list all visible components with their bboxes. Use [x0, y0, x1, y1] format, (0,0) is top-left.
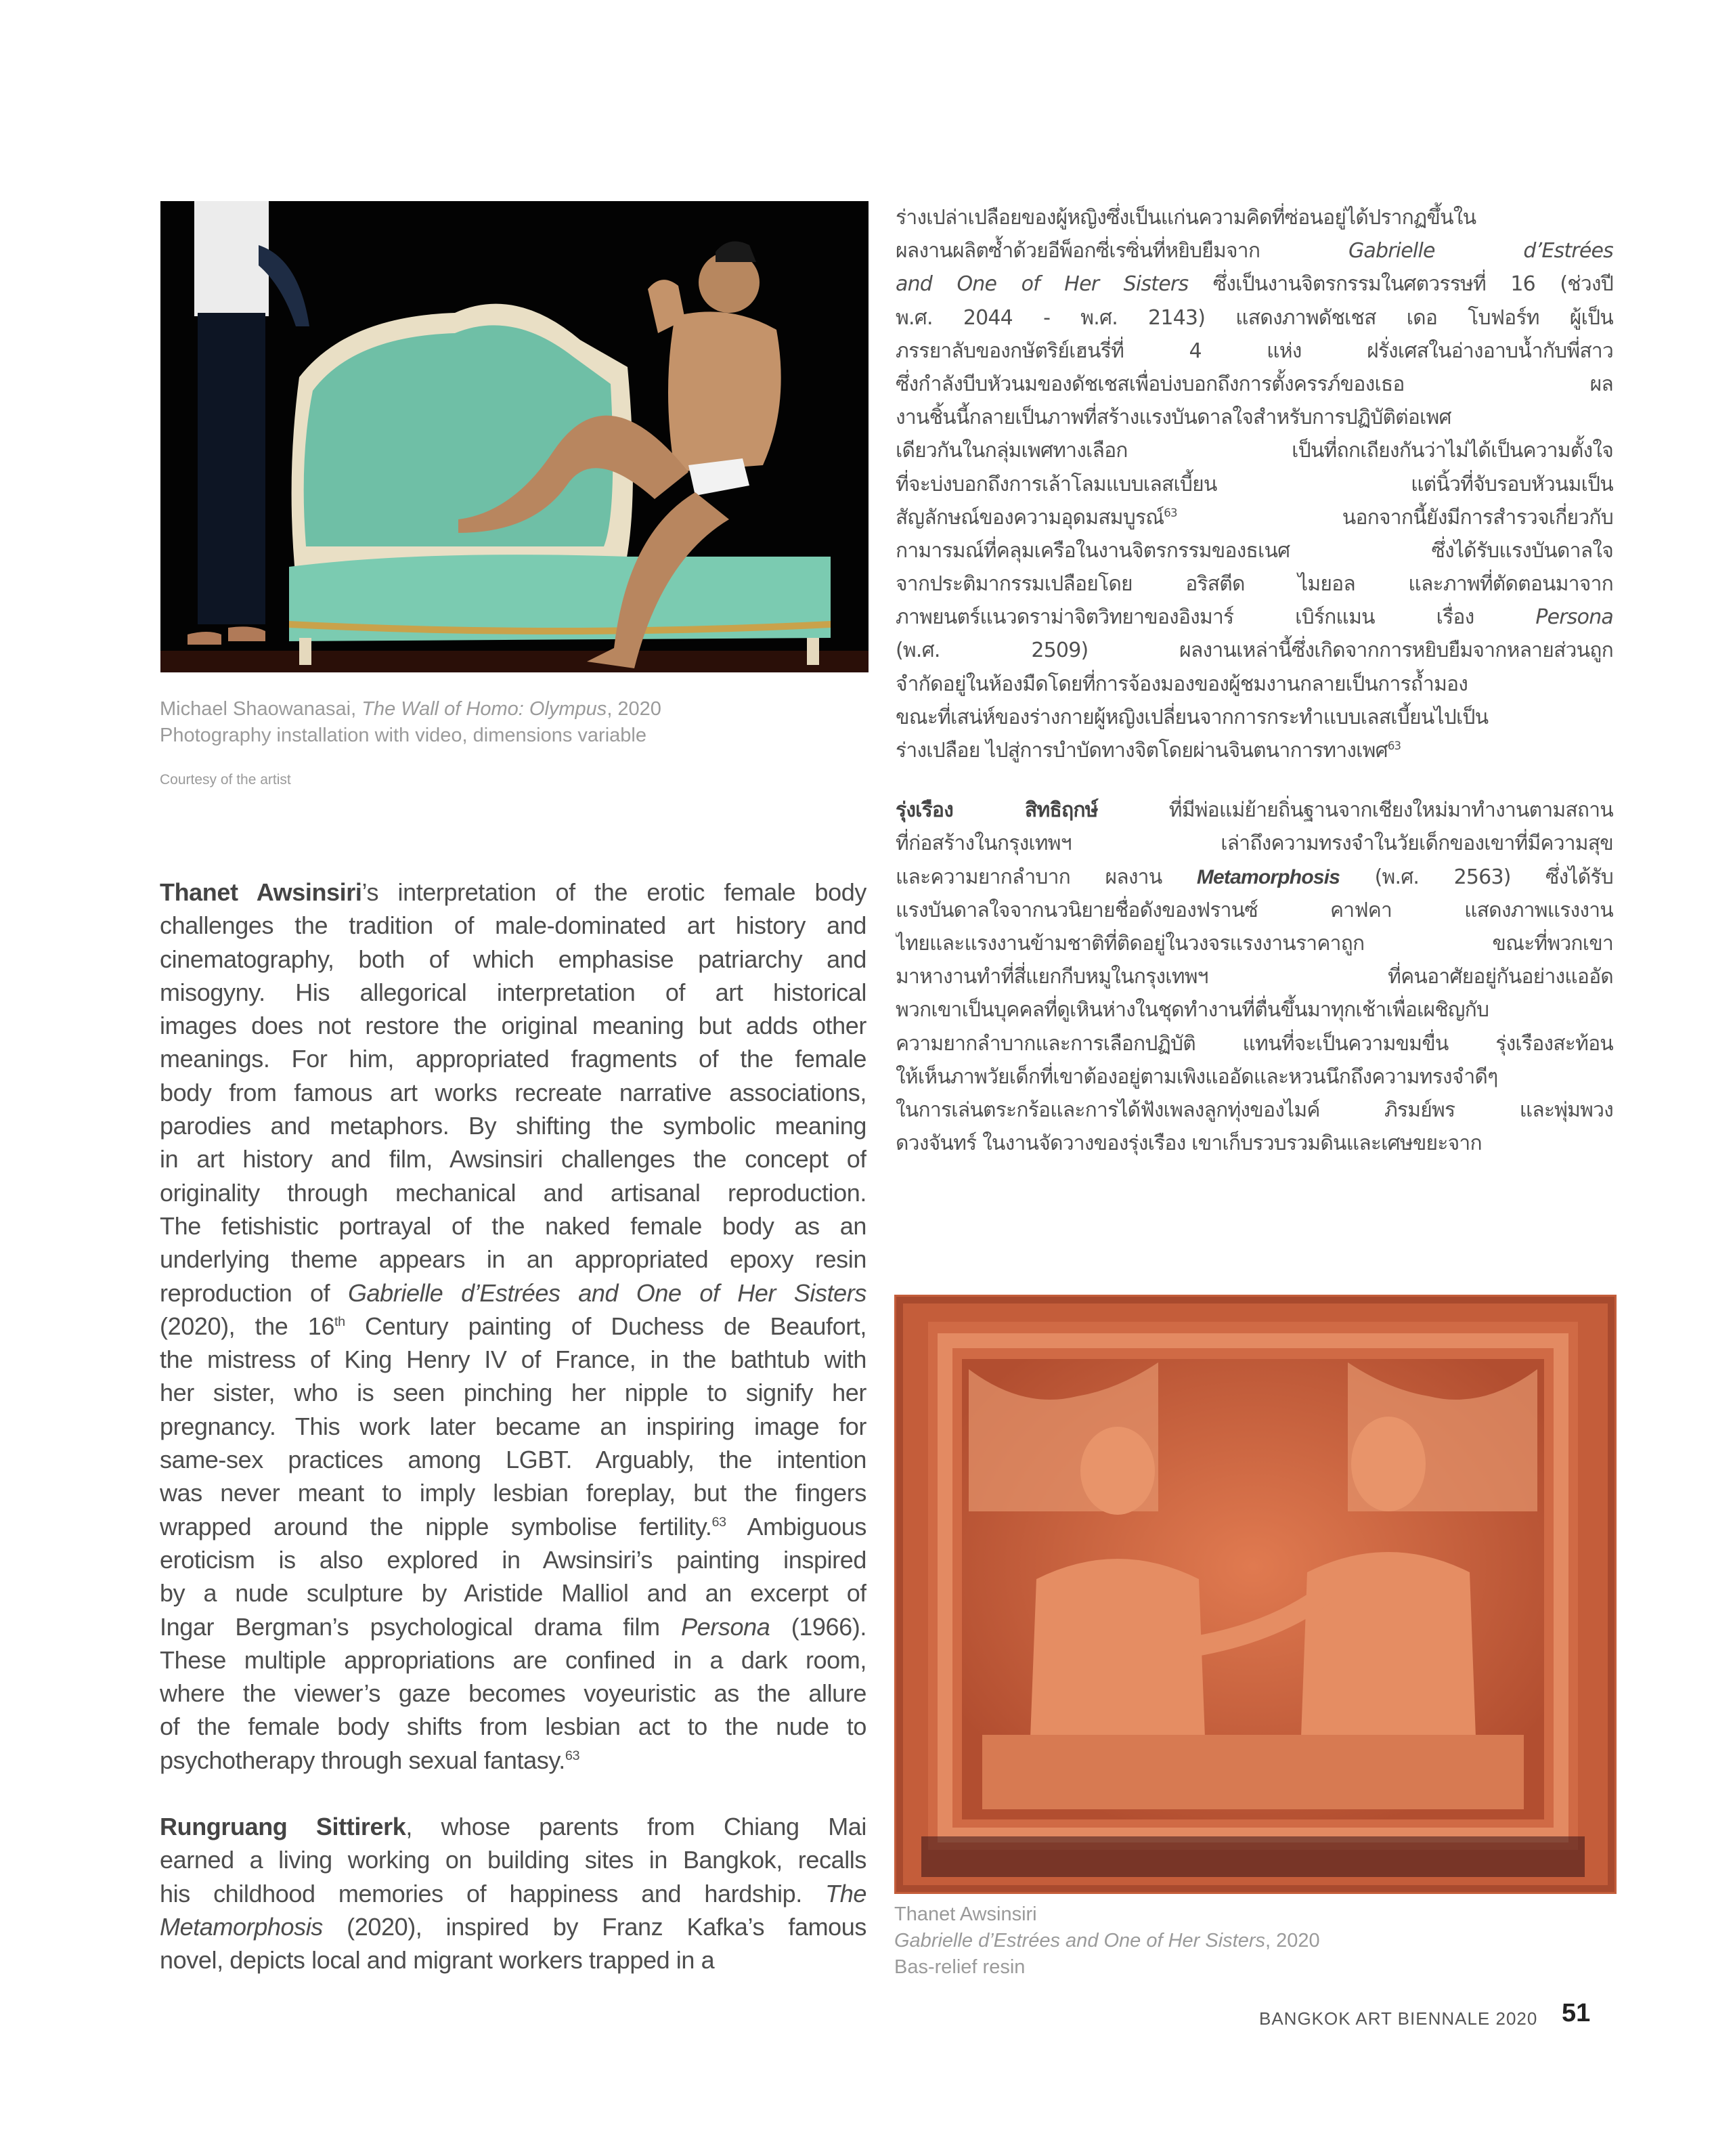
figure-caption-left	[160, 696, 661, 749]
english-paragraph-thanet	[160, 876, 866, 1777]
text-run: จำกัดอยู่ในห้องมืดโดยที่การจ้องมองของผู้ชมงานกลายเป็นการถ้ำมอง	[896, 672, 1468, 696]
text-line	[896, 267, 1613, 301]
text-run: was never meant to imply lesbian foreplay, but the fingers	[160, 1479, 866, 1507]
text-run: กามารมณ์ที่คลุมเครือในงานจิตรกรรมของธเนศ ซึ่งได้รับแรงบันดาลใจ	[896, 538, 1613, 563]
work-title: Metamorphosis	[160, 1912, 323, 1941]
work-title: The	[825, 1879, 866, 1907]
work-title: and One of Her Sisters	[896, 272, 1189, 297]
text-run: ’s interpretation of the erotic female body	[361, 878, 866, 906]
text-line	[160, 909, 866, 942]
text-line	[160, 1310, 866, 1343]
text-line	[896, 668, 1613, 701]
text-run: These multiple appropriations are confined in a dark room,	[160, 1645, 866, 1674]
footnote-ref: 63	[1164, 506, 1177, 519]
text-run: ให้เห็นภาพวัยเด็กที่เขาต้องอยู่ตามเพิงแออัดและหวนนึกถึงความทรงจำดีๆ	[896, 1064, 1498, 1089]
text-run: ที่ก่อสร้างในกรุงเทพฯ เล่าถึงความทรงจำในวัยเด็กของเขาที่มีความสุข	[896, 832, 1613, 856]
text-line	[160, 1042, 866, 1075]
text-run: eroticism is also explored in Awsinsiri’s painting inspired	[160, 1545, 866, 1574]
text-run: body from famous art works recreate narrative associations,	[160, 1078, 866, 1106]
text-run: งานชิ้นนี้กลายเป็นภาพที่สร้างแรงบันดาลใจสำหรับการปฏิบัติต่อเพศ	[896, 406, 1451, 430]
text-line	[896, 634, 1613, 667]
text-run: และความยากลำบาก ผลงาน	[896, 865, 1197, 889]
caption-line-2: Gabrielle d’Estrées and One of Her Sisters, 2020	[894, 1930, 1320, 1952]
text-run: wrapped around the nipple symbolise fertility.	[160, 1512, 712, 1540]
text-line	[160, 1543, 866, 1576]
text-line	[896, 301, 1613, 335]
text-line	[160, 1744, 866, 1777]
text-line	[160, 1142, 866, 1176]
text-run: cinematography, both of which emphasise patriarchy and	[160, 945, 866, 973]
text-line	[896, 827, 1613, 860]
text-run: แรงบันดาลใจจากนวนิยายชื่อดังของฟรานซ์ คาฟคา แสดงภาพแรงงาน	[896, 898, 1613, 922]
text-line	[160, 1209, 866, 1243]
text-run: challenges the tradition of male-dominated art history and	[160, 911, 866, 940]
photo-gabrielle-bas-relief	[894, 1295, 1617, 1894]
text-line	[896, 1027, 1613, 1060]
text-run: reproduction of	[160, 1278, 348, 1307]
text-line	[160, 1576, 866, 1610]
text-line	[160, 1109, 866, 1142]
figure-caption-right	[894, 1901, 1320, 1981]
text-line	[896, 468, 1613, 501]
caption-title: The Wall of Homo: Olympus	[361, 698, 607, 720]
text-run: จากประติมากรรมเปลือยโดย อริสตีด ไมยอล และภาพที่ตัดตอนมาจาก	[896, 572, 1613, 597]
text-run: เดียวกันในกลุ่มเพศทางเลือก เป็นที่ถกเถียงกันว่าไม่ได้เป็นความตั้งใจ	[896, 439, 1613, 463]
thai-paragraph-rungruang	[896, 794, 1613, 1160]
text-line	[160, 1276, 866, 1310]
text-run: her sister, who is seen pinching her nipple to signify her	[160, 1379, 866, 1407]
text-run: มาหางานทำที่สี่แยกกีบหมูในกรุงเทพฯ ที่คนอาศัยอยู่กันอย่างแออัด	[896, 965, 1613, 989]
text-run: พวกเขาเป็นบุคคลที่ดูเหินห่างในชุดทำงานที่ตื่นขึ้นมาทุกเช้าเพื่อเผชิญกับ	[896, 998, 1489, 1022]
text-run: ร่างเปล่าเปลือยของผู้หญิงซึ่งเป็นแก่นความคิดที่ซ่อนอยู่ได้ปรากฏขึ้นใน	[896, 206, 1476, 230]
work-title: Metamorphosis	[1196, 865, 1340, 888]
text-run: images does not restore the original meaning but adds other	[160, 1012, 866, 1040]
text-line	[896, 1060, 1613, 1094]
text-line	[160, 876, 866, 909]
artist-name: Rungruang Sittirerk	[160, 1813, 406, 1841]
caption-title: Gabrielle d’Estrées and One of Her Sisters	[894, 1930, 1266, 1952]
english-body-column	[160, 876, 866, 1977]
text-line	[160, 1943, 866, 1977]
caption-artist: Thanet Awsinsiri	[894, 1903, 1037, 1925]
text-run: pregnancy. This work later became an inspiring image for	[160, 1412, 866, 1440]
text-line	[896, 960, 1613, 993]
text-run: where the viewer’s gaze becomes voyeuristic as the allure	[160, 1679, 866, 1708]
text-run: The fetishistic portrayal of the naked female body as an	[160, 1211, 866, 1240]
text-run: meanings. For him, appropriated fragments of the female	[160, 1045, 866, 1073]
text-run: by a nude sculpture by Aristide Malliol and an excerpt of	[160, 1579, 866, 1608]
text-run: ดวงจันทร์ ในงานจัดวางของรุ่งเรือง เขาเก็บรวบรวมดินและเศษขยะจาก	[896, 1131, 1482, 1156]
text-line	[896, 601, 1613, 634]
text-run: earned a living working on building sites in Bangkok, recalls	[160, 1846, 866, 1874]
photo-wall-of-homo-olympus	[160, 201, 869, 672]
text-run: ซึ่งเป็นงานจิตรกรรมในศตวรรษที่ 16 (ช่วงปี	[1188, 272, 1613, 297]
text-run: พ.ศ. 2044 - พ.ศ. 2143) แสดงภาพดัชเชส เดอ โบฟอร์ท ผู้เป็น	[896, 305, 1613, 330]
text-run: the mistress of King Henry IV of France, in the bathtub with	[160, 1345, 866, 1374]
text-run: ความยากลำบากและการเลือกปฏิบัติ แทนที่จะเป็นความขมขื่น รุ่งเรืองสะท้อน	[896, 1031, 1613, 1056]
page-number: 51	[1562, 1999, 1591, 2027]
text-run: (พ.ศ. 2509) ผลงานเหล่านี้ซึ่งเกิดจากการหยิบยืมจากหลายส่วนถูก	[896, 639, 1613, 663]
text-line	[896, 234, 1613, 267]
text-run: สัญลักษณ์ของความอุดมสมบูรณ์	[896, 505, 1164, 530]
text-line	[160, 1443, 866, 1476]
text-line	[160, 1843, 866, 1876]
text-line	[160, 1410, 866, 1443]
text-line	[160, 1009, 866, 1042]
text-line	[896, 534, 1613, 567]
caption-courtesy: Courtesy of the artist	[160, 772, 291, 788]
text-run: ที่จะบ่งบอกถึงการเล้าโลมแบบเลสเบี้ยน แต่นิ้วที่จับรอบหัวนมเป็น	[896, 472, 1613, 496]
text-line	[160, 1910, 866, 1943]
text-line	[160, 976, 866, 1009]
text-line	[160, 1677, 866, 1710]
english-paragraph-rungruang	[160, 1810, 866, 1977]
artist-name: Thanet Awsinsiri	[160, 878, 362, 906]
text-run: ร่างเปลือย ไปสู่การบำบัดทางจิตโดยผ่านจินตนาการทางเพศ	[896, 739, 1388, 762]
text-run: in art history and film, Awsinsiri challenges the concept of	[160, 1145, 866, 1173]
text-run: ซึ่งกำลังบีบหัวนมของดัชเชสเพื่อบ่งบอกถึงการตั้งครรภ์ของเธอ ผล	[896, 372, 1613, 396]
text-run: same-sex practices among LGBT. Arguably, the intention	[160, 1446, 866, 1474]
text-line	[160, 1810, 866, 1843]
thai-paragraph-thanet	[896, 201, 1613, 767]
text-run: ภรรยาลับของกษัตริย์เฮนรี่ที่ 4 แห่ง ฝรั่งเศสในอ่างอาบน้ำกับพี่สาว	[896, 339, 1613, 363]
text-run: of the female body shifts from lesbian act to the nude to	[160, 1712, 866, 1741]
text-run: ในการเล่นตระกร้อและการได้ฟังเพลงลูกทุ่งของไมค์ ภิรมย์พร และพุ่มพวง	[896, 1098, 1613, 1122]
footnote-ref: 63	[565, 1748, 580, 1763]
text-line	[160, 1710, 866, 1743]
text-run: (2020), inspired by Franz Kafka’s famous	[322, 1912, 866, 1941]
text-run: his childhood memories of happiness and hardship.	[160, 1879, 826, 1907]
text-line	[160, 1076, 866, 1109]
caption-line-1: Michael Shaowanasai, The Wall of Homo: Olympus, 2020	[160, 698, 661, 720]
text-line	[896, 401, 1613, 434]
text-line	[896, 701, 1613, 734]
text-line	[160, 1877, 866, 1910]
text-line	[160, 1610, 866, 1643]
text-line	[160, 1643, 866, 1677]
text-line	[896, 434, 1613, 467]
text-run: ผลงานผลิตซ้ำด้วยอีพ็อกซี่เรซิ่นที่หยิบยืมจาก	[896, 239, 1348, 263]
text-line	[896, 368, 1613, 401]
text-line	[896, 1094, 1613, 1127]
text-run: Ingar Bergman’s psychological drama film	[160, 1612, 682, 1641]
text-line	[896, 861, 1613, 894]
caption-medium: Photography installation with video, dimensions variable	[160, 725, 646, 746]
text-line	[160, 1376, 866, 1409]
text-line	[160, 1243, 866, 1276]
work-title: Persona	[681, 1612, 770, 1641]
text-line	[896, 927, 1613, 960]
text-line	[160, 1510, 866, 1543]
footnote-ref: 63	[711, 1514, 726, 1530]
text-line	[160, 1476, 866, 1509]
text-run: นอกจากนี้ยังมีการสำรวจเกี่ยวกับ	[1177, 505, 1613, 530]
text-line	[160, 1176, 866, 1209]
text-line	[896, 567, 1613, 601]
photo-artwork-illustration	[894, 1295, 1617, 1894]
text-line	[896, 993, 1613, 1027]
text-run: , whose parents from Chiang Mai	[405, 1813, 866, 1841]
artist-name: รุ่งเรือง สิทธิฤกษ์	[896, 798, 1098, 823]
text-run: parodies and metaphors. By shifting the symbolic meaning	[160, 1112, 866, 1140]
text-line	[160, 1343, 866, 1376]
text-line	[896, 201, 1613, 234]
work-title: Persona	[1535, 605, 1613, 630]
text-line	[896, 1127, 1613, 1160]
text-run: ขณะที่เสน่ห์ของร่างกายผู้หญิงเปลี่ยนจากการกระทำแบบเลสเบี้ยนไปเป็น	[896, 705, 1489, 729]
text-run: novel, depicts local and migrant workers trapped in a	[160, 1946, 715, 1975]
text-line	[896, 894, 1613, 927]
text-line	[160, 943, 866, 976]
text-run: underlying theme appears in an appropriated epoxy resin	[160, 1245, 866, 1274]
text-line	[896, 335, 1613, 368]
work-title: Gabrielle d’Estrées and One of Her Sisters	[347, 1278, 866, 1307]
text-run: (1966).	[770, 1612, 866, 1641]
text-run: (2020), the 16	[160, 1312, 334, 1340]
text-run: misogyny. His allegorical interpretation of art historical	[160, 978, 866, 1006]
text-line	[896, 501, 1613, 534]
running-footer-publication: BANGKOK ART BIENNALE 2020	[1259, 2008, 1538, 2029]
text-run: ไทยและแรงงานข้ามชาติที่ติดอยู่ในวงจรแรงงานราคาถูก ขณะที่พวกเขา	[896, 931, 1613, 955]
text-run: ที่มีพ่อแม่ย้ายถิ่นฐานจากเชียงใหม่มาทำงานตามสถาน	[1097, 798, 1613, 823]
work-title: Gabrielle d’Estrées	[1348, 239, 1613, 263]
text-run: ภาพยนตร์แนวดราม่าจิตวิทยาของอิงมาร์ เบิร์กแมน เรื่อง	[896, 605, 1536, 630]
text-run: (พ.ศ. 2563) ซึ่งได้รับ	[1340, 865, 1613, 889]
thai-body-column	[896, 201, 1613, 1160]
text-run: Century painting of Duchess de Beaufort,	[345, 1312, 866, 1340]
text-line	[896, 734, 1613, 767]
footnote-ref: 63	[1387, 739, 1401, 752]
photo-artwork-illustration	[160, 201, 869, 672]
text-run: originality through mechanical and artisanal reproduction.	[160, 1178, 866, 1207]
text-line	[896, 794, 1613, 827]
caption-medium: Bas-relief resin	[894, 1956, 1026, 1978]
footnote-ref: th	[334, 1314, 345, 1329]
text-run: psychotherapy through sexual fantasy.	[160, 1746, 565, 1774]
text-run: Ambiguous	[726, 1512, 866, 1540]
